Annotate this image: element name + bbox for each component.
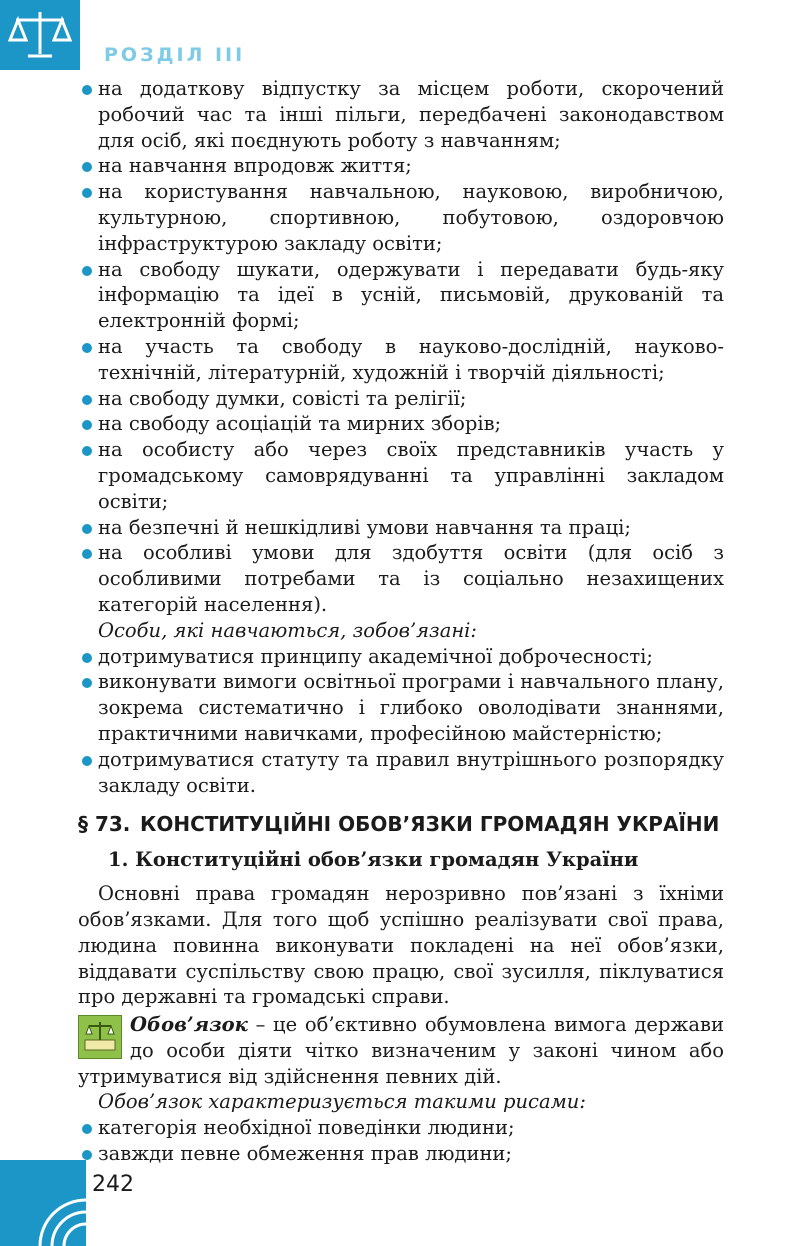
law-book-icon — [78, 1015, 122, 1059]
list-item: на користування навчальною, науковою, виробничою, культурною, спортивною, побутовою, оздоровчою інфраструктурою закладу освіти; — [78, 179, 724, 256]
list-item: на свободу шукати, одержувати і передавати будь-яку інформацію та ідеї в усній, письмовій, друкованій та електронній формі; — [78, 257, 724, 334]
definition-text: – це об’єктивно обумовлена вимога держави до особи діяти чітко визначеним у законі чином або утримуватися від здійснення певних дій. — [78, 1013, 724, 1088]
list-item: на додаткову відпустку за місцем роботи, скорочений робочий час та інші пільги, передбачені законодавством для осіб, які поєднують роботу з навчанням; — [78, 76, 724, 153]
list-item: дотримуватися статуту та правил внутрішнього розпорядку закладу освіти. — [78, 747, 724, 799]
duties-intro-text: Особи, які навчаються, зобов’язані — [98, 618, 471, 642]
features-list — [78, 1115, 724, 1167]
page-content — [78, 76, 724, 1167]
list-item: на особисту або через своїх представників участь у громадському самоврядуванні та управлінні закладом освіти; — [78, 437, 724, 514]
duties-intro — [78, 618, 724, 644]
list-item: виконувати вимоги освітньої програми і навчального плану, зокрема систематично і глибоко оволодівати знаннями, практичними навичками, професійною майстерністю; — [78, 669, 724, 746]
features-intro-text: Обов’язок характеризується такими рисами — [98, 1090, 580, 1114]
duties-list — [78, 644, 724, 799]
paragraph-number: § 73. — [78, 812, 131, 837]
list-item: категорія необхідної поведінки людини; — [78, 1115, 724, 1141]
definition-block — [78, 1012, 724, 1089]
duties-intro-colon: : — [470, 618, 477, 642]
paragraph-heading — [78, 812, 724, 837]
scales-icon — [6, 6, 74, 64]
definition-term: Обов’язок — [130, 1013, 248, 1037]
rights-list — [78, 76, 724, 618]
list-item: завжди певне обмеження прав людини; — [78, 1141, 724, 1167]
section-logo-box — [0, 0, 80, 70]
list-item: на свободу думки, совісті та релігії; — [78, 386, 724, 412]
list-item: дотримуватися принципу академічної доброчесності; — [78, 644, 724, 670]
footer-wave-decoration — [0, 1160, 86, 1246]
list-item: на особливі умови для здобуття освіти (для осіб з особливими потребами та із соціально незахищених категорій населення). — [78, 540, 724, 617]
list-item: на свободу асоціацій та мирних зборів; — [78, 411, 724, 437]
section-label: РОЗДІЛ ІІІ — [104, 44, 246, 66]
list-item: на безпечні й нешкідливі умови навчання та праці; — [78, 515, 724, 541]
features-intro — [78, 1089, 724, 1115]
body-paragraph: Основні права громадян нерозривно пов’язані з їхніми обов’язками. Для того щоб успішно реалізувати свої права, людина повинна виконувати покладені на неї обов’язки, віддавати суспільству свою працю, свої зусилля, піклуватися про державні та громадські справи. — [78, 882, 724, 1009]
list-item: на участь та свободу в науково-дослідній, науково-технічній, літературній, художній і творчій діяльності; — [78, 334, 724, 386]
list-item: на навчання впродовж життя; — [78, 153, 724, 179]
features-intro-colon: : — [579, 1090, 586, 1114]
page-number: 242 — [92, 1172, 134, 1197]
subheading: 1. Конституційні обов’язки громадян України — [108, 848, 639, 872]
paragraph-title: КОНСТИТУЦІЙНІ ОБОВ’ЯЗКИ ГРОМАДЯН УКРАЇНИ — [140, 812, 720, 837]
